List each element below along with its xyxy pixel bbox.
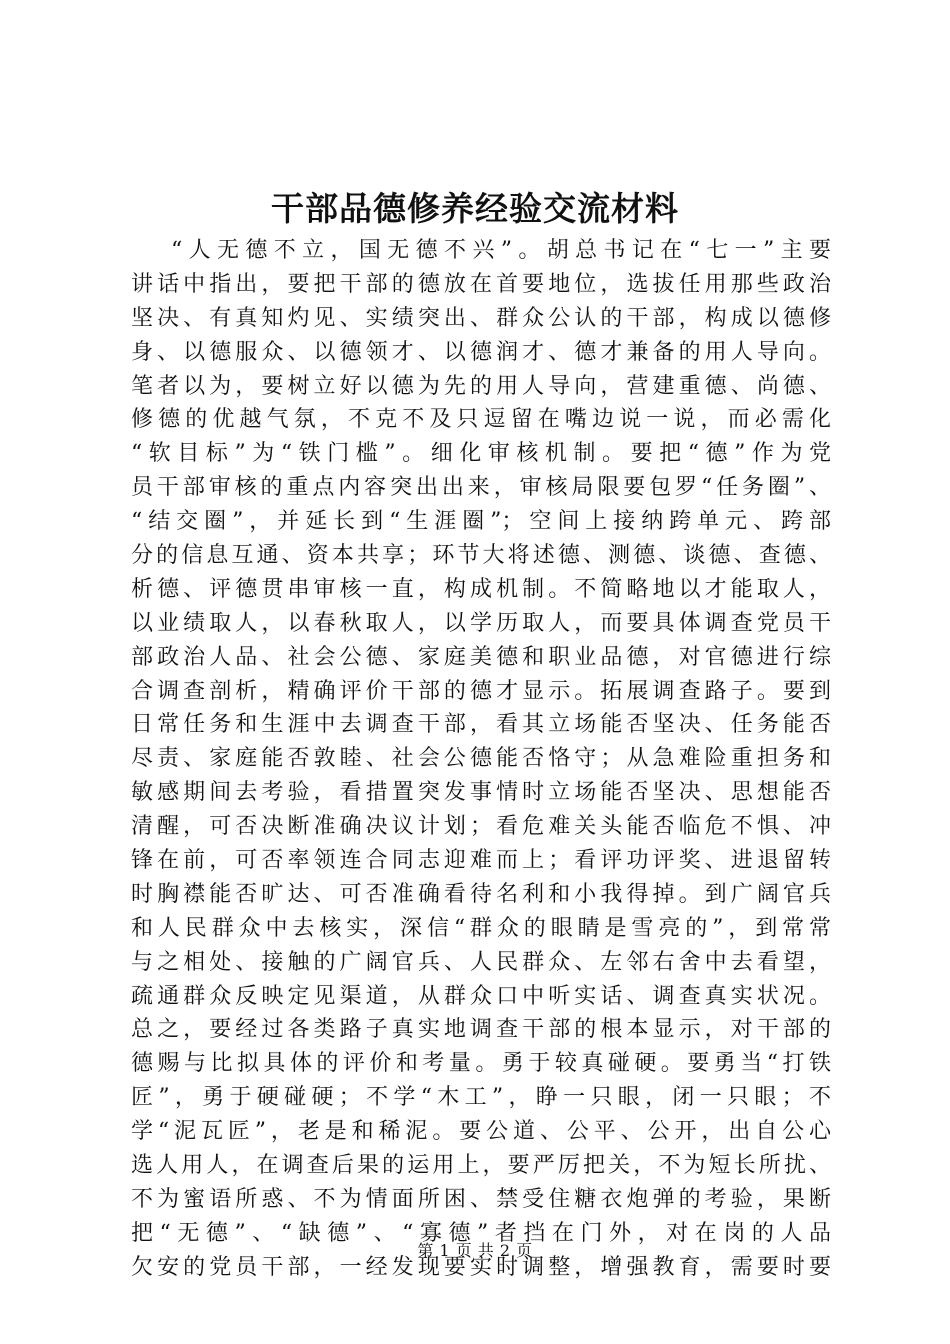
body-line: 讲话中指出，要把干部的德放在首要地位，选拔任用那些政治: [131, 271, 831, 297]
body-line: 德赐与比拟具体的评价和考量。勇于较真碰硬。要勇当“打铁: [131, 1051, 831, 1077]
body-line: 匠”，勇于硬碰硬；不学“木工”，睁一只眼，闭一只眼；不: [131, 1085, 831, 1111]
body-line: 以业绩取人，以春秋取人，以学历取人，而要具体调查党员干: [131, 610, 831, 636]
body-line: 锋在前，可否率领连合同志迎难而上；看评功评奖、进退留转: [131, 848, 831, 874]
body-line: 身、以德服众、以德领才、以德润才、德才兼备的用人导向。: [131, 339, 831, 365]
body-line: “软目标”为“铁门槛”。细化审核机制。要把“德”作为党: [131, 441, 831, 467]
page-footer: 第 1 页 共 2 页: [417, 1241, 533, 1260]
body-line: 笔者以为，要树立好以德为先的用人导向，营建重德、尚德、: [131, 373, 831, 399]
body-line: 总之，要经过各类路子真实地调查干部的根本显示，对干部的: [131, 1017, 831, 1043]
body-line: 不为蜜语所惑、不为情面所困、禁受住糖衣炮弹的考验，果断: [131, 1186, 831, 1212]
body-line: 敏感期间去考验，看措置突发事情时立场能否坚决、思想能否: [131, 780, 831, 806]
body-line: 学“泥瓦匠”，老是和稀泥。要公道、公平、公开，出自公心: [131, 1119, 831, 1145]
body-line: 尽责、家庭能否敦睦、社会公德能否恪守；从急难险重担务和: [131, 746, 831, 772]
body-line: 把“无德”、“缺德”、“寡德”者挡在门外，对在岗的人品: [131, 1220, 831, 1246]
body-line: 时胸襟能否旷达、可否准确看待名利和小我得掉。到广阔官兵: [131, 881, 831, 907]
body-line: 与之相处、接触的广阔官兵、人民群众、左邻右舍中去看望，: [131, 949, 831, 975]
body-line: 疏通群众反映定见渠道，从群众口中听实话、调查真实状况。: [131, 983, 831, 1009]
body-line: 员干部审核的重点内容突出出来，审核局限要包罗“任务圈”、: [131, 475, 831, 501]
body-line: 坚决、有真知灼见、实绩突出、群众公认的干部，构成以德修: [131, 305, 831, 331]
body-line: 修德的优越气氛，不克不及只逗留在嘴边说一说，而必需化: [131, 407, 831, 433]
body-line: 和人民群众中去核实，深信“群众的眼睛是雪亮的”，到常常: [131, 915, 831, 941]
document-title: 干部品德修养经验交流材料: [271, 189, 679, 228]
body-line: 部政治人品、社会公德、家庭美德和职业品德，对官德进行综: [131, 644, 831, 670]
document-body: [131, 234, 831, 1285]
body-line: “人无德不立，国无德不兴”。胡总书记在“七一”主要: [171, 238, 831, 263]
body-line: 合调查剖析，精确评价干部的德才显示。拓展调查路子。要到: [131, 678, 831, 704]
body-line: 分的信息互通、资本共享；环节大将述德、测德、谈德、查德、: [131, 543, 831, 569]
body-line: 选人用人，在调查后果的运用上，要严厉把关，不为短长所扰、: [131, 1153, 831, 1179]
body-line: “结交圈”，并延长到“生涯圈”；空间上接纳跨单元、跨部: [131, 509, 831, 535]
body-line: 欠安的党员干部，一经发现要实时调整，增强教育，需要时要: [131, 1254, 831, 1280]
body-line: 清醒，可否决断准确决议计划；看危难关头能否临危不惧、冲: [131, 814, 831, 840]
body-line: 日常任务和生涯中去调查干部，看其立场能否坚决、任务能否: [131, 712, 831, 738]
body-line: 析德、评德贯串审核一直，构成机制。不简略地以才能取人，: [131, 576, 831, 602]
